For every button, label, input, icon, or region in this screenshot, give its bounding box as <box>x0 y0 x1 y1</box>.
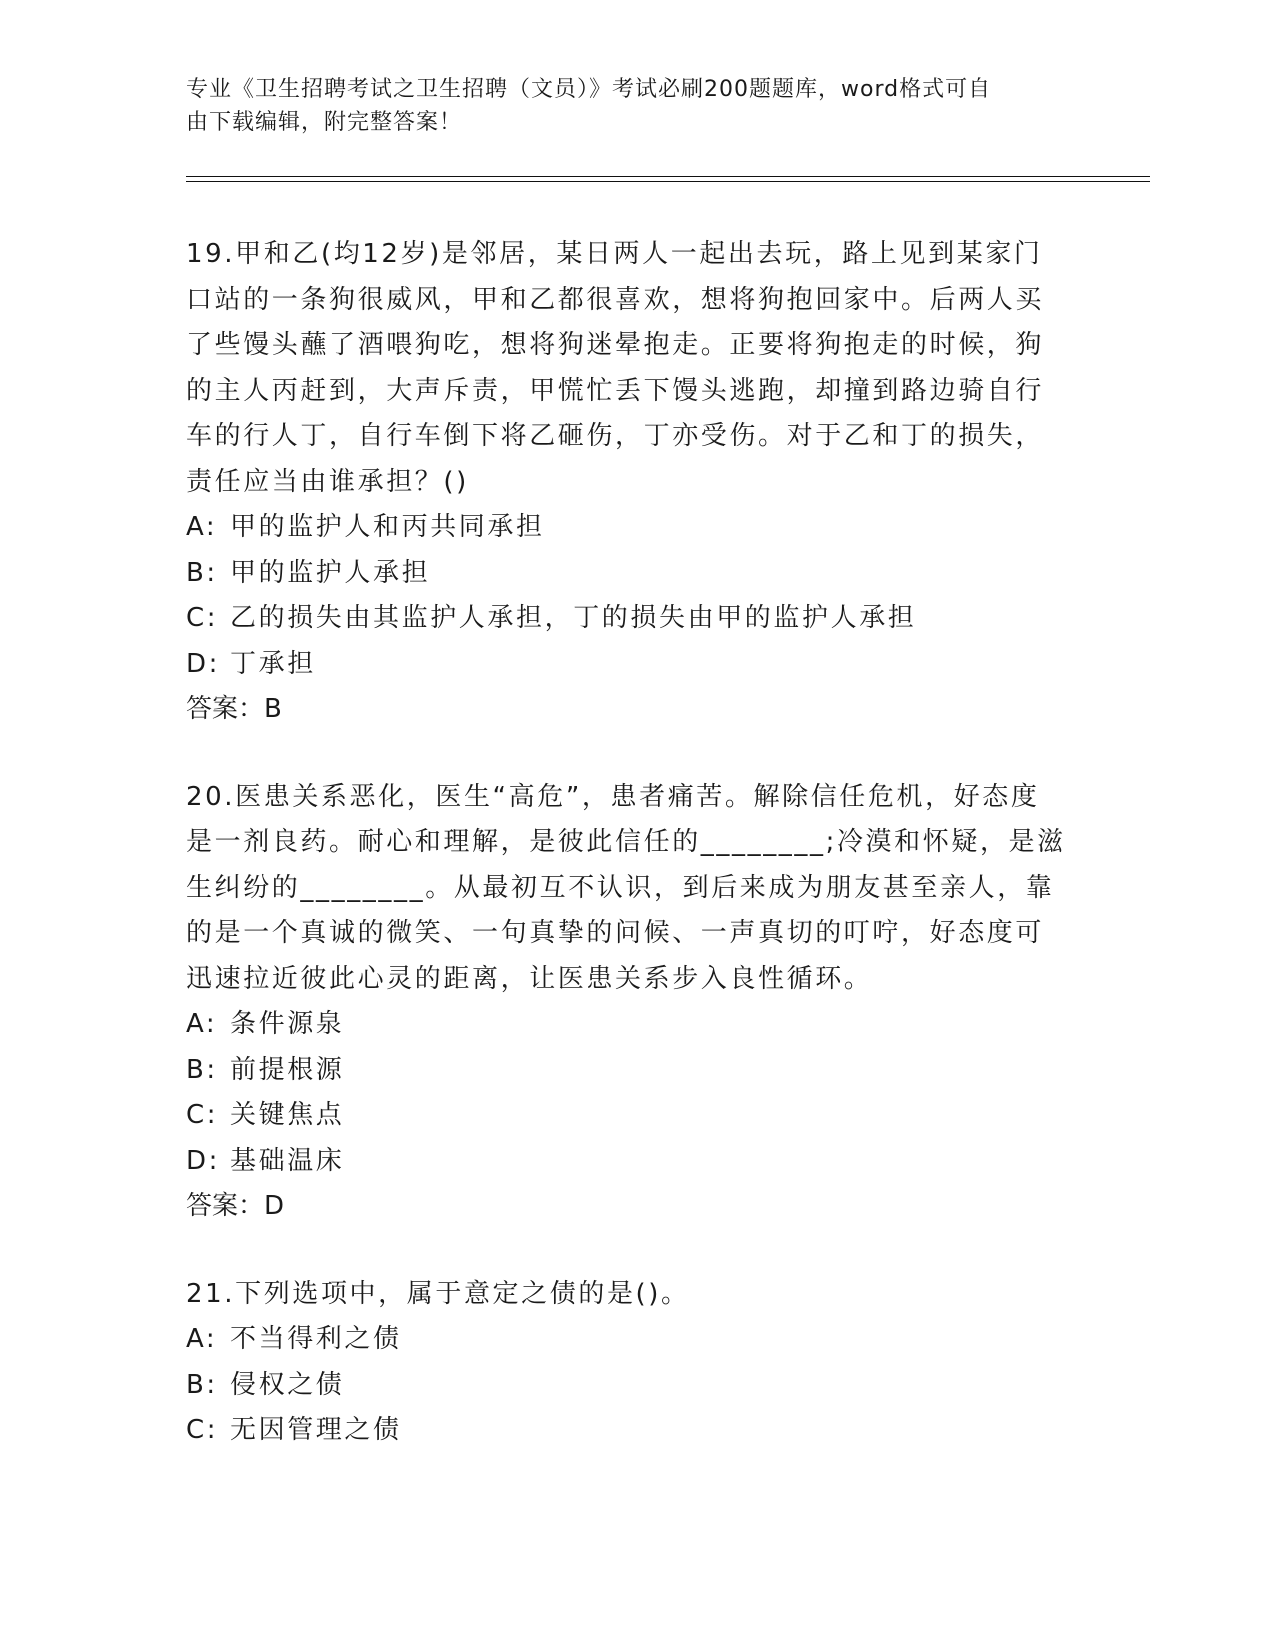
option-a <box>186 505 1086 551</box>
option-letter: B: <box>186 1054 218 1085</box>
question-spacer <box>186 1230 1086 1272</box>
option-letter: B: <box>186 557 218 588</box>
option-text: 前提根源 <box>230 1054 345 1085</box>
header-rule-top <box>186 176 1150 177</box>
option-text: 不当得利之债 <box>230 1324 402 1354</box>
header-line-2: 由下载编辑，附完整答案！ <box>186 110 463 135</box>
option-letter: D: <box>186 648 220 679</box>
option-text: 基础温床 <box>230 1145 345 1176</box>
question-text-line: 迅速拉近彼此心灵的距离，让医患关系步入良性循环。 <box>186 963 873 994</box>
option-text: 乙的损失由其监护人承担，丁的损失由甲的监护人承担 <box>230 603 917 633</box>
option-b <box>186 1048 1086 1094</box>
option-letter: A: <box>186 1324 218 1354</box>
answer-line: 答案：B <box>186 694 282 724</box>
question-21 <box>186 1272 1086 1454</box>
option-letter: C: <box>186 1100 219 1130</box>
option-c <box>186 1093 1086 1139</box>
question-text-line: 21.下列选项中，属于意定之债的是()。 <box>186 1278 690 1309</box>
option-letter: A: <box>186 512 218 542</box>
option-b <box>186 1363 1086 1409</box>
option-letter: B: <box>186 1369 218 1400</box>
question-list <box>186 232 1086 1454</box>
option-text: 无因管理之债 <box>230 1415 402 1445</box>
option-d <box>186 642 1086 688</box>
option-letter: C: <box>186 603 219 633</box>
option-letter: A: <box>186 1009 218 1039</box>
question-text-line: 责任应当由谁承担？() <box>186 466 469 497</box>
header-rule-bottom <box>186 181 1150 182</box>
question-text-line: 是一剂良药。耐心和理解，是彼此信任的________;冷漠和怀疑，是滋 <box>186 827 1066 857</box>
question-text-line: 口站的一条狗很威风，甲和乙都很喜欢，想将狗抱回家中。后两人买 <box>186 284 1045 315</box>
question-text-line: 的是一个真诚的微笑、一句真挚的问候、一声真切的叮咛，好态度可 <box>186 918 1045 948</box>
option-letter: D: <box>186 1145 220 1176</box>
question-text-line: 车的行人丁，自行车倒下将乙砸伤，丁亦受伤。对于乙和丁的损失， <box>186 421 1045 451</box>
question-text <box>186 775 1086 1003</box>
option-text: 甲的监护人承担 <box>230 557 431 588</box>
option-d <box>186 1139 1086 1185</box>
option-letter: C: <box>186 1415 219 1445</box>
option-b <box>186 551 1086 597</box>
question-text-line: 的主人丙赶到，大声斥责，甲慌忙丢下馒头逃跑，却撞到路边骑自行 <box>186 375 1045 406</box>
question-text-line: 19.甲和乙(均12岁)是邻居，某日两人一起出去玩，路上见到某家门 <box>186 239 1043 269</box>
question-text-line: 了些馒头蘸了酒喂狗吃，想将狗迷晕抱走。正要将狗抱走的时候，狗 <box>186 330 1045 360</box>
header-line-1: 专业《卫生招聘考试之卫生招聘（文员）》考试必刷200题题库，word格式可自 <box>186 77 992 102</box>
option-a <box>186 1317 1086 1363</box>
option-text: 侵权之债 <box>230 1369 345 1400</box>
document-header <box>186 73 1056 139</box>
option-a <box>186 1002 1086 1048</box>
question-20 <box>186 775 1086 1230</box>
answer-line: 答案：D <box>186 1191 285 1221</box>
option-text: 条件源泉 <box>230 1009 345 1039</box>
question-text <box>186 1272 1086 1318</box>
option-text: 丁承担 <box>230 648 316 679</box>
question-text <box>186 232 1086 505</box>
option-text: 关键焦点 <box>230 1100 345 1130</box>
question-text-line: 20.医患关系恶化，医生“高危”，患者痛苦。解除信任危机，好态度 <box>186 781 1040 812</box>
option-c <box>186 596 1086 642</box>
option-c <box>186 1408 1086 1454</box>
question-text-line: 生纠纷的________。从最初互不认识，到后来成为朋友甚至亲人，靠 <box>186 872 1055 903</box>
option-text: 甲的监护人和丙共同承担 <box>230 512 545 542</box>
question-19 <box>186 232 1086 733</box>
question-spacer <box>186 733 1086 775</box>
